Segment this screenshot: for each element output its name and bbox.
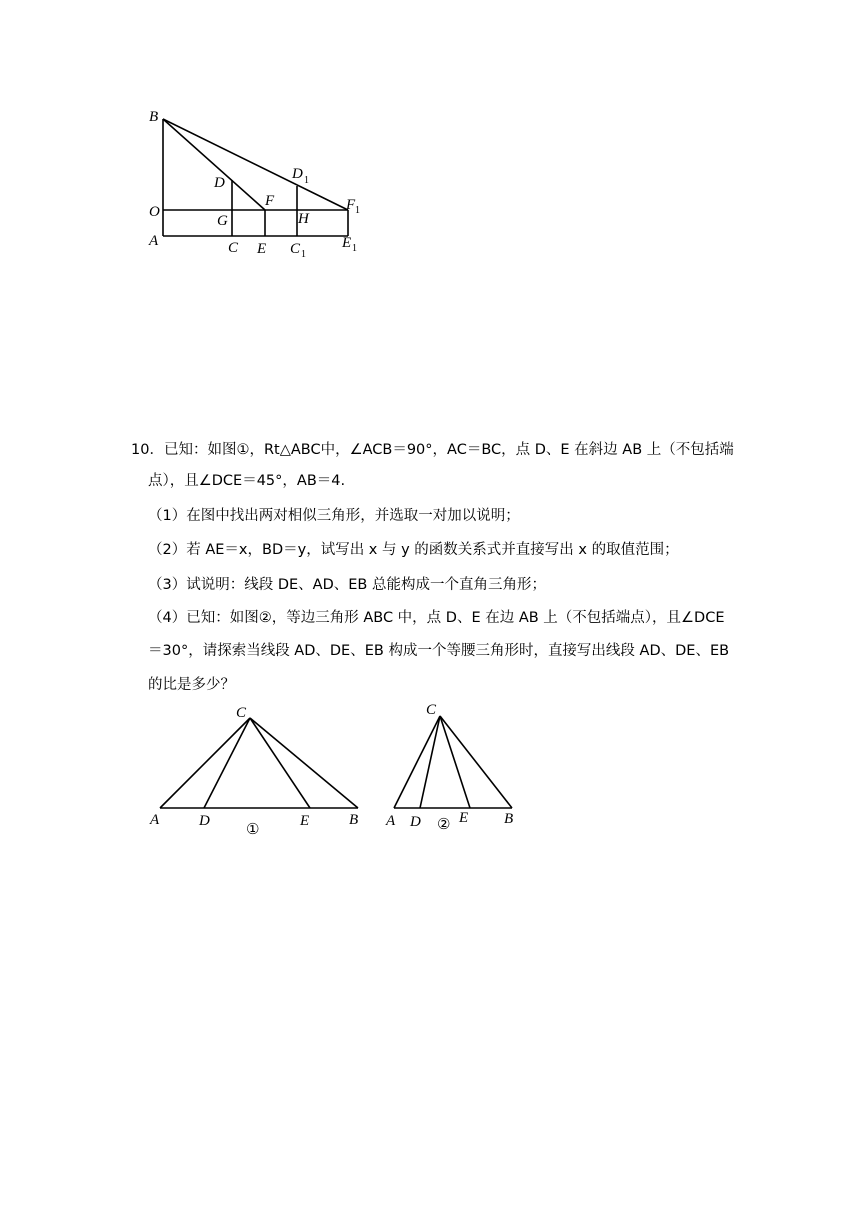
fig2-label-C: C: [426, 702, 437, 718]
fig1-label-D: D: [199, 813, 210, 829]
problem-line-6: （4）已知：如图②，等边三角形 ABC 中，点 D、E 在边 AB 上（不包括端点），且∠DCE: [148, 610, 725, 626]
problem-line-3: （1）在图中找出两对相似三角形，并选取一对加以说明；: [148, 508, 520, 524]
fig1-label-E: E: [300, 813, 310, 829]
label-C: C: [228, 240, 239, 256]
fig2-segment-DC: [420, 716, 440, 808]
problem-line-1: 10．已知：如图①，Rt△ABC中，∠ACB＝90°，AC＝BC，点 D、E 在斜边 AB 上（不包括端: [131, 442, 734, 458]
fig2-label-A: A: [386, 813, 396, 829]
label-D1: D: [292, 166, 303, 182]
label-B: B: [149, 109, 159, 125]
label-A: A: [149, 233, 159, 249]
problem-line-4: （2）若 AE＝x，BD＝y，试写出 x 与 y 的函数关系式并直接写出 x 的取值范围；: [148, 542, 679, 558]
problem-line-2: 点），且∠DCE＝45°，AB＝4.: [148, 473, 346, 489]
label-F1: F: [346, 197, 356, 213]
problem-line-8: 的比是多少？: [148, 677, 235, 693]
fig2-number: ②: [437, 815, 451, 833]
label-H: H: [298, 211, 309, 227]
fig2-segment-EC: [440, 716, 470, 808]
label-E1-sub: 1: [352, 243, 357, 254]
fig2-label-E: E: [459, 810, 469, 826]
label-E: E: [257, 241, 267, 257]
problem-line-7: ＝30°，请探索当线段 AD、DE、EB 构成一个等腰三角形时，直接写出线段 AD、DE、EB: [148, 643, 730, 659]
fig2-segment-AC: [394, 716, 440, 808]
fig1-number: ①: [246, 820, 260, 838]
fig2-segment-BC: [440, 716, 512, 808]
fig1-label-B: B: [349, 812, 359, 828]
label-O: O: [149, 204, 160, 220]
label-G: G: [217, 213, 228, 229]
label-D1-sub: 1: [304, 175, 309, 186]
label-F1-sub: 1: [355, 205, 360, 216]
label-F: F: [265, 193, 275, 209]
label-E1: E: [342, 235, 352, 251]
problem-line-5: （3）试说明：线段 DE、AD、EB 总能构成一个直角三角形；: [148, 577, 546, 593]
label-D: D: [214, 175, 225, 191]
label-C1: C: [290, 241, 301, 257]
fig2-label-B: B: [504, 811, 514, 827]
fig1-label-A: A: [150, 812, 160, 828]
fig2-label-D: D: [410, 814, 421, 830]
fig1-label-C: C: [236, 705, 247, 721]
label-C1-sub: 1: [301, 249, 306, 260]
